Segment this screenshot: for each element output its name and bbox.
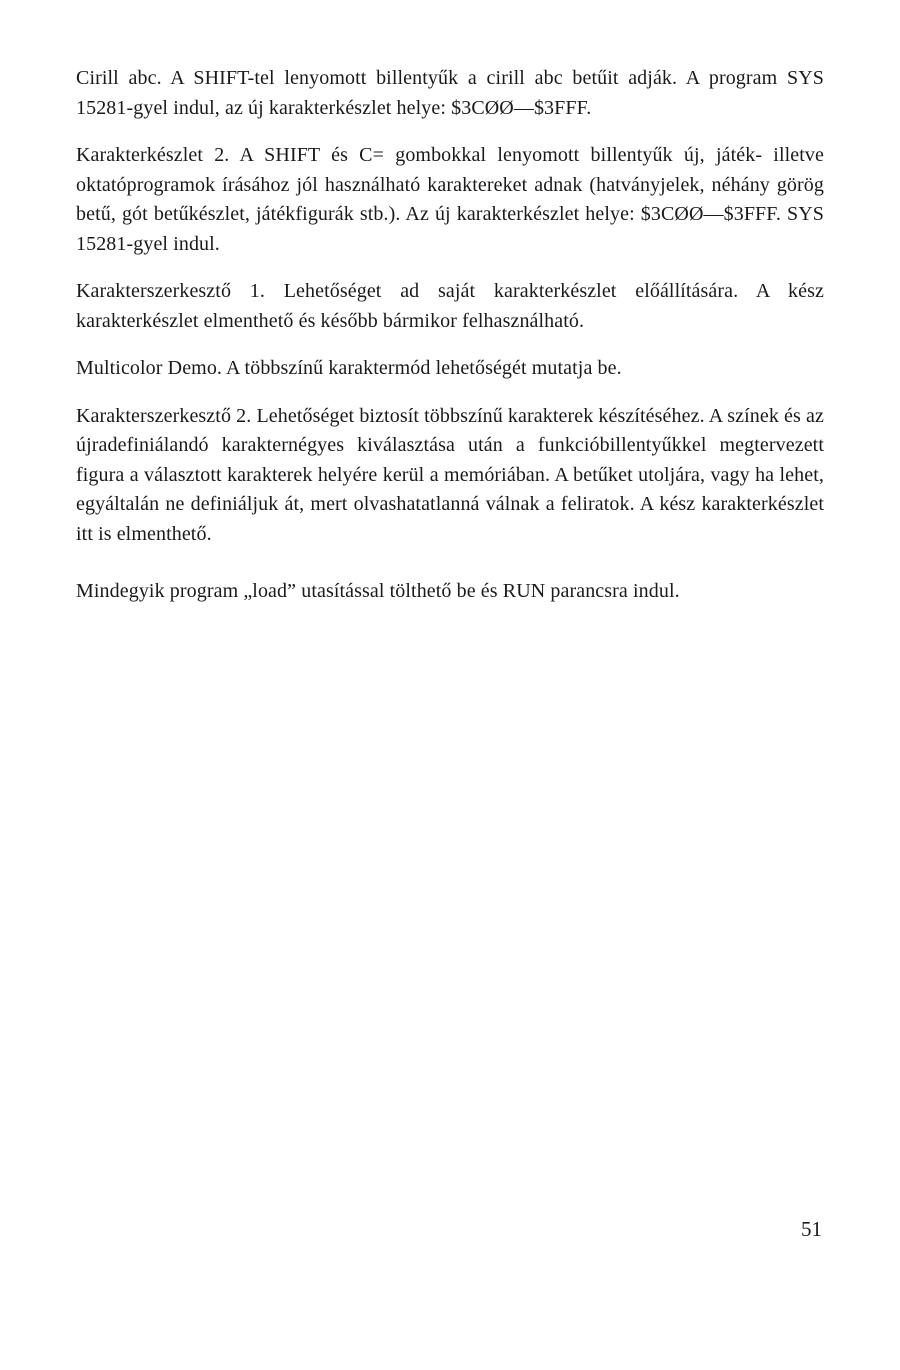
body-text: [76, 64, 824, 625]
paragraph-cirill-abc: Cirill abc. A SHIFT-tel lenyomott billentyűk a cirill abc betűit adják. A program SYS 15281-gyel indul, az új karakterkészlet helye: $3CØØ—$3FFF.: [76, 67, 824, 119]
paragraph-karakterszerkeszto-2: Karakterszerkesztő 2. Lehetőséget biztosít többszínű karakterek készítéséhez. A színek és az újradefiniálandó karakternégyes kiválasztása után a funkcióbillentyűkkel megtervezett figura a választott karakterek helyére kerül a memóriában. A betűket utoljára, vagy ha lehet, egyáltalán ne definiáljuk át, mert olvashatatlanná válnak a feliratok. A kész karakterkészlet itt is elmenthető.: [76, 404, 824, 545]
paragraph-karakterkeszlet-2: Karakterkészlet 2. A SHIFT és C= gombokkal lenyomott billentyűk új, játék- illetve oktatóprogramok írásához jól használható karaktereket adnak (hatványjelek, néhány görög betű, gót betűkészlet, játékfigurák stb.). Az új karakterkészlet helye: $3CØØ—$3FFF. SYS 15281-gyel indul.: [76, 144, 824, 255]
paragraph-karakterszerkeszto-1: Karakterszerkesztő 1. Lehetőséget ad saját karakterkészlet előállítására. A kész karakterkészlet elmenthető és később bármikor felhasználható.: [76, 280, 824, 332]
paragraph-multicolor-demo: Multicolor Demo. A többszínű karaktermód lehetőségét mutatja be.: [76, 357, 622, 379]
paragraph-load-instructions: Mindegyik program „load” utasítással tölthető be és RUN parancsra indul.: [76, 580, 680, 602]
page-number: 51: [801, 1217, 822, 1241]
